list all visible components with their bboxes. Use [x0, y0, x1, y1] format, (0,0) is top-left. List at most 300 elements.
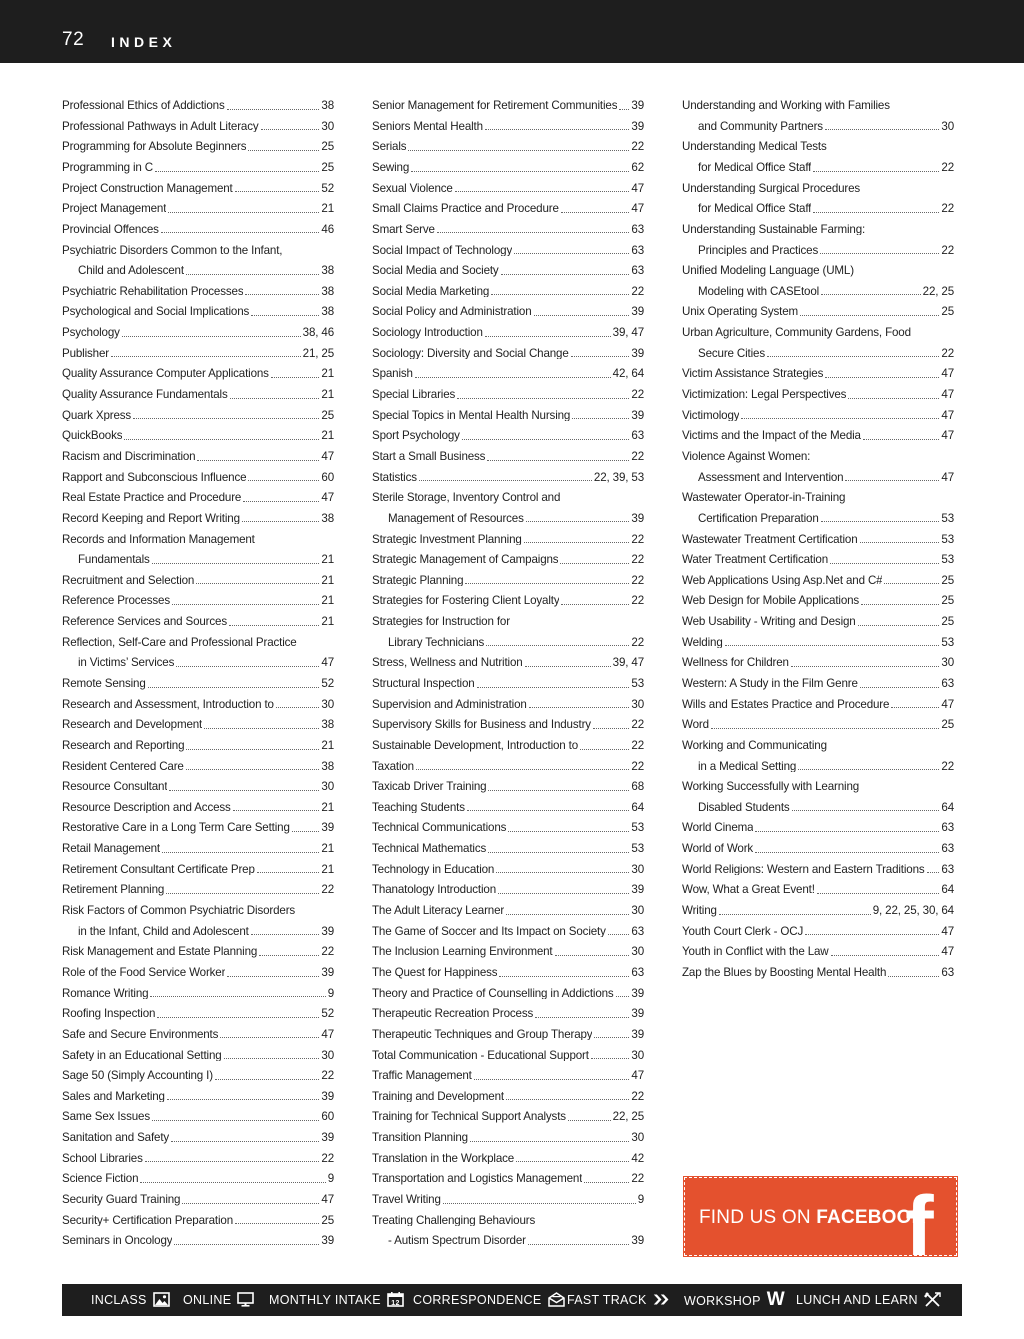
index-entry-title: World of Work — [682, 843, 754, 855]
index-entry-title: Library Technicians — [388, 636, 485, 649]
dot-leader — [506, 914, 629, 915]
index-entry — [682, 339, 954, 360]
index-entry — [372, 1102, 644, 1123]
dot-leader — [242, 521, 320, 522]
index-entry — [62, 174, 334, 195]
dot-leader — [858, 625, 940, 626]
index-entry-pages: 25 — [941, 594, 954, 608]
index-entry — [62, 669, 334, 690]
index-entry-pages: 30 — [631, 697, 644, 711]
index-entry — [682, 628, 954, 649]
facebook-banner[interactable] — [684, 1177, 957, 1256]
index-entry — [62, 690, 334, 711]
index-entry-title: Rapport and Subconscious Influence — [62, 471, 247, 484]
dot-leader — [792, 810, 940, 811]
index-entry — [682, 648, 954, 669]
dot-leader — [251, 315, 319, 316]
index-entry-title: Quality Assurance Computer Applications — [62, 368, 269, 380]
index-entry — [62, 194, 334, 215]
index-entry — [372, 339, 644, 360]
dot-leader — [535, 1017, 629, 1018]
index-entry-title: Professional Ethics of Addictions — [62, 100, 225, 112]
index-entry-title: Youth Court Clerk - OCJ — [682, 925, 804, 938]
index-entry-title: Wastewater Operator-in-Training — [682, 492, 846, 504]
dot-leader — [169, 790, 319, 791]
dot-leader — [162, 852, 319, 853]
index-entry — [372, 215, 644, 236]
index-entry-title: Special Libraries — [372, 389, 456, 401]
index-entry — [682, 958, 954, 979]
index-entry-title: Understanding Sustainable Farming: — [682, 223, 866, 236]
footer-item-lunch-and-learn — [796, 1292, 941, 1307]
index-entry — [372, 1226, 644, 1247]
index-entry-title: Water Treatment Certification — [682, 554, 828, 566]
index-entry-pages: 25 — [321, 160, 334, 174]
footer-label: ONLINE — [183, 1292, 232, 1307]
index-entry-title: Seniors Mental Health — [372, 120, 483, 133]
index-entry-title: for Medical Office Staff — [698, 203, 812, 215]
index-entry-pages: 21 — [321, 553, 334, 567]
dot-leader — [227, 109, 320, 110]
index-entry-pages: 21 — [321, 594, 334, 608]
index-entry — [372, 483, 644, 504]
dot-leader — [560, 563, 629, 564]
index-entry — [62, 1082, 334, 1103]
index-entry-pages: 22, 25 — [922, 284, 954, 298]
index-entry-pages: 60 — [321, 470, 334, 484]
index-entry-title: Disabled Students — [698, 801, 790, 814]
dot-leader — [168, 212, 319, 213]
index-entry-pages: 38 — [321, 718, 334, 732]
index-entry — [62, 442, 334, 463]
index-entry-pages: 38 — [321, 264, 334, 278]
dot-leader — [470, 1141, 629, 1142]
index-entry-title: Roofing Inspection — [62, 1008, 156, 1020]
index-entry-pages: 64 — [941, 800, 954, 814]
index-entry-title: Strategic Investment Planning — [372, 533, 522, 546]
index-entry — [682, 545, 954, 566]
index-entry-pages: 42 — [631, 1151, 644, 1165]
index-entry-title: Retail Management — [62, 843, 160, 855]
index-entry — [372, 277, 644, 298]
dot-leader — [725, 645, 940, 646]
facebook-banner-text — [699, 1207, 926, 1229]
index-entry-title: Management of Resources — [388, 512, 524, 525]
index-entry-title: Transition Planning — [372, 1132, 468, 1144]
dot-leader — [608, 934, 630, 935]
footer-label: LUNCH AND LEARN — [796, 1292, 918, 1307]
dot-leader — [408, 150, 629, 151]
dot-leader — [140, 1182, 325, 1183]
index-entry-title: Total Communication - Educational Support — [372, 1049, 589, 1062]
index-entry-pages: 39 — [631, 883, 644, 897]
index-entry-pages: 47 — [941, 945, 954, 959]
index-entry-pages: 25 — [321, 408, 334, 422]
index-entry-pages: 30 — [941, 119, 954, 133]
index-entry — [62, 958, 334, 979]
dot-leader — [124, 439, 319, 440]
index-entry-pages: 38 — [321, 99, 334, 113]
index-entry-title: Provincial Offences — [62, 223, 159, 236]
index-entry-title: Violence Against Women: — [682, 450, 811, 463]
footer-item-correspondence — [413, 1292, 565, 1307]
double-chevron-icon — [653, 1292, 670, 1307]
index-entry — [372, 442, 644, 463]
dot-leader — [251, 934, 320, 935]
dot-leader — [528, 1244, 630, 1245]
index-entry — [372, 297, 644, 318]
index-entry — [62, 917, 334, 938]
index-entry-title: Welding — [682, 636, 723, 649]
index-entry-title: Structural Inspection — [372, 677, 475, 690]
index-entry-title: Traffic Management — [372, 1070, 472, 1082]
index-entry-title: Research and Assessment, Introduction to — [62, 698, 274, 711]
dot-leader — [711, 728, 940, 729]
index-entry — [372, 153, 644, 174]
index-entry-title: Zap the Blues by Boosting Mental Health — [682, 966, 887, 979]
index-entry — [372, 421, 644, 442]
index-entry — [62, 421, 334, 442]
dot-leader — [485, 129, 629, 130]
index-entry-title: Strategic Management of Campaigns — [372, 554, 559, 566]
index-entry-title: Programming in C — [62, 161, 154, 174]
index-entry-title: Victimization: Legal Perspectives — [682, 389, 847, 401]
index-entry — [682, 896, 954, 917]
index-entry-title: Web Applications Using Asp.Net and C# — [682, 574, 883, 587]
image-icon — [153, 1292, 170, 1307]
index-entry — [682, 277, 954, 298]
index-entry — [372, 607, 644, 628]
index-entry-pages: 22 — [321, 883, 334, 897]
index-entry-pages: 21 — [321, 429, 334, 443]
index-entry-title: The Inclusion Learning Environment — [372, 946, 553, 958]
index-entry-title: Start a Small Business — [372, 450, 486, 463]
dot-leader — [524, 542, 630, 543]
index-entry — [62, 112, 334, 133]
dot-leader — [891, 707, 939, 708]
index-entry-pages: 25 — [941, 615, 954, 629]
index-entry — [372, 979, 644, 1000]
index-entry-title: Technical Communications — [372, 822, 507, 835]
dot-leader — [487, 460, 629, 461]
index-entry-title: Sewing — [372, 161, 410, 174]
index-entry-pages: 63 — [941, 821, 954, 835]
index-entry — [62, 710, 334, 731]
index-entry — [682, 566, 954, 587]
dot-leader — [486, 645, 629, 646]
utensils-icon — [924, 1292, 941, 1307]
index-entry — [372, 999, 644, 1020]
index-entry-pages: 63 — [631, 243, 644, 257]
index-entry — [682, 442, 954, 463]
index-entry-title: Sanitation and Safety — [62, 1132, 170, 1144]
dot-leader — [534, 315, 630, 316]
index-entry-title: Remote Sensing — [62, 677, 146, 690]
index-entry — [62, 1123, 334, 1144]
index-entry-pages: 39 — [321, 965, 334, 979]
dot-leader — [174, 1244, 319, 1245]
index-entry-title: Translation in the Workplace — [372, 1152, 515, 1165]
facebook-prefix: FIND US ON — [699, 1207, 817, 1228]
facebook-logo-icon: f — [905, 1179, 934, 1256]
index-entry — [62, 545, 334, 566]
index-entry-pages: 30 — [321, 780, 334, 794]
index-entry — [682, 834, 954, 855]
index-entry-title: Wow, What a Great Event! — [682, 884, 815, 896]
dot-leader — [741, 418, 939, 419]
footer-item-online — [183, 1292, 254, 1307]
dot-leader — [927, 872, 940, 873]
index-entry — [682, 215, 954, 236]
index-entry-title: Child and Adolescent — [78, 265, 184, 277]
dot-leader — [755, 852, 939, 853]
dot-leader — [508, 831, 629, 832]
dot-leader — [457, 398, 629, 399]
index-entry — [62, 1164, 334, 1185]
index-entry — [372, 524, 644, 545]
index-entry — [682, 710, 954, 731]
index-entry — [62, 607, 334, 628]
index-entry-title: Stress, Wellness and Nutrition — [372, 657, 523, 669]
dot-leader — [171, 1141, 319, 1142]
index-entry-title: Transportation and Logistics Management — [372, 1173, 583, 1185]
index-entry-pages: 22 — [631, 738, 644, 752]
index-entry-pages: 63 — [941, 862, 954, 876]
index-entry — [62, 339, 334, 360]
index-entry-pages: 22 — [321, 1069, 334, 1083]
dot-leader — [197, 460, 319, 461]
index-entry-title: Records and Information Management — [62, 533, 255, 546]
index-entry — [682, 194, 954, 215]
index-entry — [62, 979, 334, 1000]
index-entry — [372, 380, 644, 401]
dot-leader — [506, 1099, 629, 1100]
index-entry — [682, 401, 954, 422]
footer-item-inclass — [91, 1292, 170, 1307]
index-entry — [62, 91, 334, 112]
index-entry-title: Safety in an Educational Setting — [62, 1049, 222, 1062]
index-entry — [372, 1020, 644, 1041]
index-entry — [682, 463, 954, 484]
index-entry-pages: 63 — [631, 429, 644, 443]
index-entry-pages: 47 — [321, 1027, 334, 1041]
index-entry-title: Working and Communicating — [682, 739, 827, 752]
index-entry-pages: 39 — [631, 1234, 644, 1248]
index-entry-title: The Quest for Happiness — [372, 966, 498, 979]
dot-leader — [243, 501, 319, 502]
index-entry-title: Western: A Study in the Film Genre — [682, 677, 858, 690]
index-entry-title: for Medical Office Staff — [698, 161, 812, 174]
index-entry-pages: 39 — [321, 1131, 334, 1145]
index-entry-pages: 21 — [321, 573, 334, 587]
index-entry-pages: 22 — [941, 160, 954, 174]
index-entry-pages: 47 — [941, 697, 954, 711]
index-entry — [682, 359, 954, 380]
index-entry — [372, 132, 644, 153]
index-entry — [62, 380, 334, 401]
index-entry-title: Modeling with CASEtool — [698, 285, 820, 298]
dot-leader — [276, 707, 320, 708]
index-entry — [682, 380, 954, 401]
index-entry-title: Reflection, Self-Care and Professional Practice — [62, 636, 297, 649]
index-entry-pages: 21 — [321, 862, 334, 876]
index-entry-title: Science Fiction — [62, 1173, 139, 1185]
calendar-icon — [387, 1292, 404, 1307]
index-entry — [372, 1164, 644, 1185]
index-entry-title: Smart Serve — [372, 223, 435, 236]
index-entry-title: Social Impact of Technology — [372, 244, 513, 257]
index-entry — [62, 1226, 334, 1247]
index-entry — [62, 999, 334, 1020]
index-entry-pages: 22 — [631, 388, 644, 402]
index-entry-pages: 30 — [321, 1048, 334, 1062]
index-entry-pages: 39 — [631, 1007, 644, 1021]
dot-leader — [224, 1058, 320, 1059]
index-entry-title: Project Construction Management — [62, 182, 233, 195]
index-entry — [62, 1102, 334, 1123]
index-entry-title: Strategic Planning — [372, 574, 464, 587]
index-entry-title: Record Keeping and Report Writing — [62, 512, 240, 525]
index-entry — [372, 318, 644, 339]
index-entry-title: Social Policy and Administration — [372, 306, 532, 319]
index-entry-title: Security Guard Training — [62, 1194, 181, 1206]
dot-leader — [755, 831, 939, 832]
index-entry-title: Recruitment and Selection — [62, 574, 195, 587]
index-entry-title: Sociology Introduction — [372, 327, 483, 339]
index-entry-pages: 63 — [631, 264, 644, 278]
dot-leader — [172, 604, 319, 605]
index-entry-pages: 64 — [941, 883, 954, 897]
index-entry-title: Theory and Practice of Counselling in Addictions — [372, 987, 614, 1000]
dot-leader — [526, 521, 630, 522]
index-entry-title: Security+ Certification Preparation — [62, 1214, 233, 1227]
footer-label: INCLASS — [91, 1292, 147, 1307]
index-entry-title: Writing — [682, 905, 717, 917]
index-entry-pages: 39 — [631, 119, 644, 133]
index-entry — [372, 91, 644, 112]
index-column-2 — [372, 91, 644, 1247]
index-entry-pages: 47 — [321, 449, 334, 463]
dot-leader — [848, 398, 939, 399]
index-entry-pages: 22, 25 — [612, 1110, 644, 1124]
dot-leader — [616, 996, 630, 997]
index-entry-pages: 39 — [631, 1027, 644, 1041]
index-entry — [372, 690, 644, 711]
index-entry — [372, 772, 644, 793]
dot-leader — [474, 1079, 630, 1080]
footer-label: MONTHLY INTAKE — [269, 1292, 381, 1307]
index-entry — [372, 235, 644, 256]
index-entry-pages: 30 — [631, 1131, 644, 1145]
index-entry-pages: 47 — [941, 429, 954, 443]
dot-leader — [204, 728, 319, 729]
dot-leader — [830, 563, 939, 564]
index-entry-pages: 22 — [631, 759, 644, 773]
index-entry-pages: 47 — [631, 181, 644, 195]
index-entry — [62, 132, 334, 153]
index-entry-pages: 53 — [631, 821, 644, 835]
index-entry-pages: 39 — [321, 924, 334, 938]
index-entry-title: Wellness for Children — [682, 657, 789, 669]
dot-leader — [820, 253, 939, 254]
dot-leader — [817, 893, 940, 894]
dot-leader — [845, 480, 939, 481]
index-entry-pages: 68 — [631, 780, 644, 794]
index-entry-pages: 63 — [631, 924, 644, 938]
index-entry-pages: 30 — [321, 119, 334, 133]
index-entry-pages: 22 — [631, 573, 644, 587]
index-entry-title: Resource Consultant — [62, 781, 168, 793]
dot-leader — [593, 728, 629, 729]
index-entry-title: Treating Challenging Behaviours — [372, 1214, 536, 1227]
index-entry — [682, 235, 954, 256]
index-entry-pages: 22, 39, 53 — [593, 470, 644, 484]
index-entry — [682, 731, 954, 752]
index-entry — [372, 669, 644, 690]
index-entry — [372, 1082, 644, 1103]
index-entry — [682, 937, 954, 958]
index-entry-pages: 63 — [941, 842, 954, 856]
index-entry-title: Special Topics in Mental Health Nursing — [372, 409, 571, 422]
dot-leader — [145, 1161, 320, 1162]
index-entry — [372, 1040, 644, 1061]
index-entry — [682, 112, 954, 133]
index-entry — [62, 772, 334, 793]
index-entry-pages: 38 — [321, 305, 334, 319]
index-entry — [682, 174, 954, 195]
delivery-legend-footer — [62, 1284, 962, 1316]
index-entry-pages: 22 — [631, 718, 644, 732]
index-entry-pages: 21 — [321, 388, 334, 402]
index-entry-pages: 22 — [631, 635, 644, 649]
mail-icon — [548, 1292, 565, 1307]
index-entry-pages: 21, 25 — [302, 346, 334, 360]
index-entry — [682, 91, 954, 112]
dot-leader — [800, 315, 939, 316]
dot-leader — [491, 294, 629, 295]
index-entry — [372, 1123, 644, 1144]
w-icon-text: W — [766, 1289, 785, 1310]
index-entry — [682, 586, 954, 607]
page-number: 72 — [62, 29, 85, 50]
index-entry-title: Taxation — [372, 760, 414, 773]
dot-leader — [791, 666, 940, 667]
index-entry-title: Romance Writing — [62, 987, 149, 1000]
index-entry-pages: 39 — [321, 1234, 334, 1248]
index-entry-pages: 38, 46 — [302, 326, 334, 340]
index-entry-title: and Community Partners — [698, 120, 823, 133]
index-entry-title: Racism and Discrimination — [62, 450, 196, 463]
index-entry — [372, 875, 644, 896]
monitor-icon — [237, 1292, 254, 1307]
index-entry-title: Statistics — [372, 471, 417, 484]
dot-leader — [485, 336, 611, 337]
index-entry-pages: 30 — [631, 1048, 644, 1062]
index-entry-pages: 60 — [321, 1110, 334, 1124]
index-entry — [62, 524, 334, 545]
index-entry — [372, 504, 644, 525]
index-entry-title: Sexual Violence — [372, 182, 453, 195]
index-entry — [372, 194, 644, 215]
index-entry — [682, 772, 954, 793]
index-entry — [62, 235, 334, 256]
index-column-1 — [62, 91, 334, 1247]
index-entry — [682, 793, 954, 814]
dot-leader — [813, 212, 939, 213]
index-entry-title: Reference Services and Sources — [62, 616, 227, 628]
index-entry-pages: 47 — [941, 367, 954, 381]
index-entry-title: QuickBooks — [62, 430, 123, 442]
